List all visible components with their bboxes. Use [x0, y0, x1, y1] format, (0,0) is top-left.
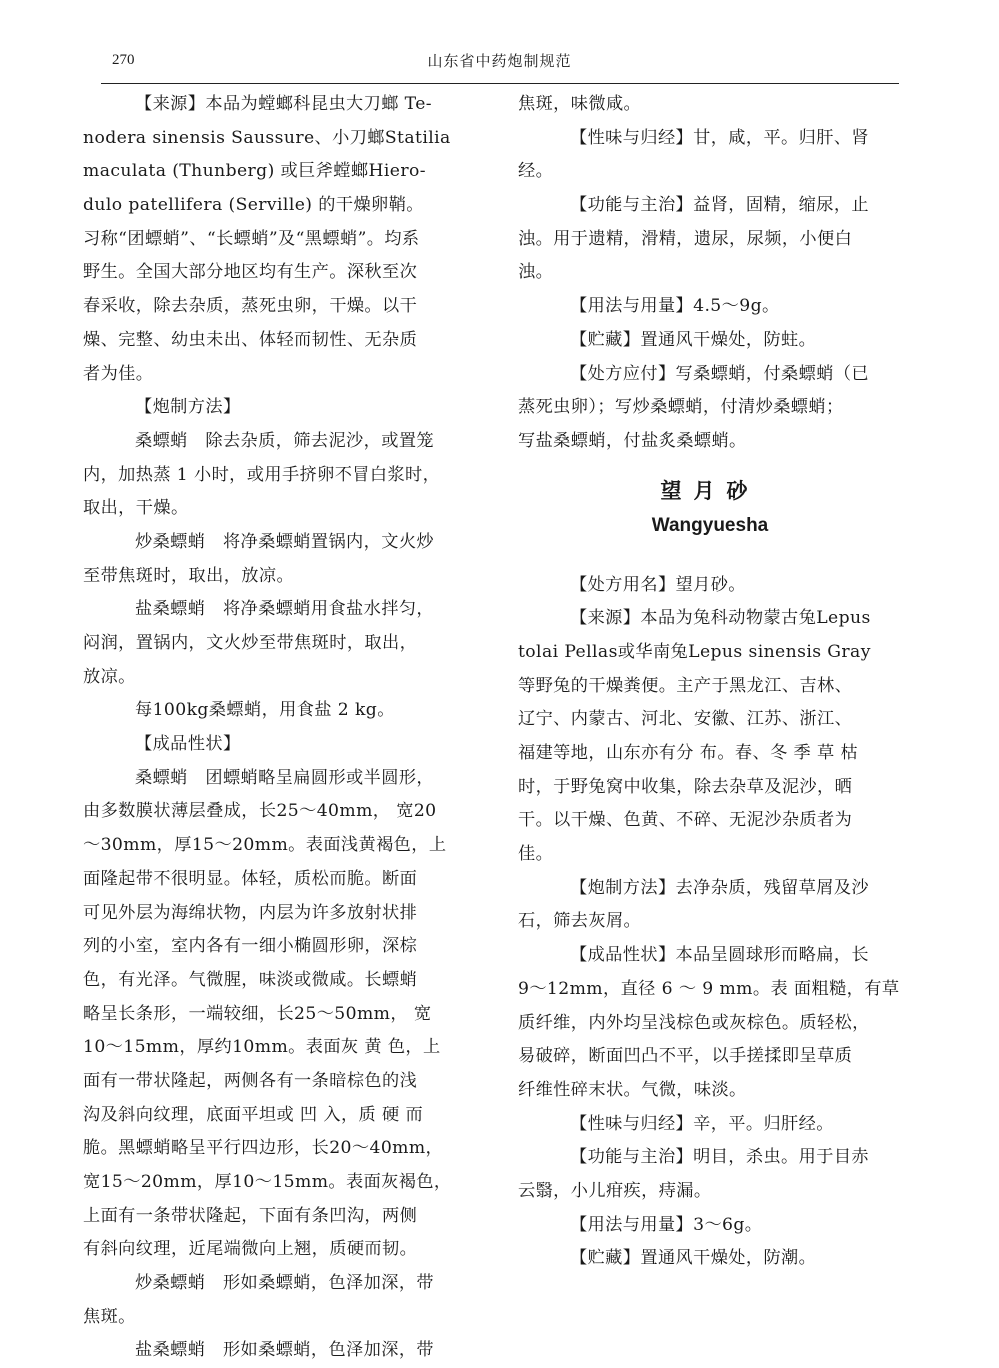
text-line: 盐桑螵蛸 将净桑螵蛸用食盐水拌匀，: [135, 599, 434, 620]
text-line: 沟及斜向纹理，底面平坦或 凹 入，质 硬 而: [83, 1104, 424, 1125]
text-line: 者为佳。: [83, 363, 154, 384]
text-line: 质纤维，内外均呈浅棕色或灰棕色。质轻松，: [518, 1012, 870, 1033]
text-line: maculata (Thunberg) 或巨斧螳螂Hiero-: [83, 161, 426, 182]
text-line: 上面有一条带状隆起，下面有条凹沟，两侧: [83, 1205, 418, 1226]
text-line: 【贮藏】置通风干燥处，防潮。: [570, 1248, 817, 1269]
text-line: 【处方应付】写桑螵蛸，付桑螵蛸（已: [570, 363, 869, 384]
text-line: 野生。全国大部分地区均有生产。深秋至次: [83, 262, 418, 283]
running-title: 山东省中药炮制规范: [427, 52, 572, 70]
text-line: 内，加热蒸 1 小时，或用手挤卵不冒白浆时，: [83, 464, 441, 485]
text-line: 经。: [518, 161, 554, 182]
text-line: 石，筛去灰屑。: [518, 911, 642, 932]
text-line: 【用法与用量】3～6g。: [570, 1214, 763, 1235]
text-line: 桑螵蛸 团螵蛸略呈扁圆形或半圆形，: [135, 767, 434, 788]
text-line: tolai Pellas或华南兔Lepus sinensis Gray: [518, 641, 871, 662]
text-line: 蒸死虫卵）；写炒桑螵蛸，付清炒桑螵蛸；: [518, 397, 844, 418]
entry-pinyin: Wangyuesha: [651, 514, 769, 536]
header-rule: [101, 83, 899, 84]
text-line: 【成品性状】本品呈圆球形而略扁，长: [570, 945, 869, 966]
text-line: 【炮制方法】去净杂质，残留草屑及沙: [570, 877, 869, 898]
page-header: [0, 50, 999, 80]
text-line: 【功能与主治】明目，杀虫。用于目赤: [570, 1147, 869, 1168]
text-line: 每100kg桑螵蛸，用食盐 2 kg。: [135, 700, 395, 721]
text-line: 【贮藏】置通风干燥处，防蛀。: [570, 329, 817, 350]
text-line: 【处方用名】望月砂。: [570, 574, 746, 595]
text-line: 【来源】本品为螳螂科昆虫大刀螂 Te-: [135, 94, 432, 114]
text-line: 10～15mm，厚约10mm。表面灰 黄 色，上: [83, 1037, 441, 1058]
text-line: 9～12mm，直径 6 ～ 9 mm。表 面粗糙，有草: [518, 978, 900, 999]
text-line: 云翳，小儿疳疾，痔漏。: [518, 1180, 712, 1201]
text-line: 干。以干燥、色黄、不碎、无泥沙杂质者为: [518, 810, 853, 831]
right-column: [518, 88, 902, 1276]
text-line: 等野兔的干燥粪便。主产于黑龙江、吉林、: [518, 675, 853, 696]
text-line: 炒桑螵蛸 将净桑螵蛸置锅内，文火炒: [135, 531, 434, 552]
text-line: 可见外层为海绵状物，内层为许多放射状排: [83, 902, 418, 923]
text-line: 焦斑。: [83, 1306, 136, 1327]
text-line: 燥、完整、幼虫未出、体轻而韧性、无杂质: [83, 329, 418, 350]
text-line: 脆。黑螵蛸略呈平行四边形，长20～40mm，: [83, 1138, 444, 1159]
text-line: ～30mm，厚15～20mm。表面浅黄褐色，上: [83, 835, 447, 856]
text-line: 【用法与用量】4.5～9g。: [570, 296, 780, 317]
text-line: 辽宁、内蒙古、河北、安徽、江苏、浙江、: [518, 709, 853, 730]
text-line: 佳。: [518, 844, 554, 865]
text-line: 福建等地，山东亦有分 布。春、冬 季 草 枯: [518, 743, 859, 763]
left-column: [83, 88, 483, 1368]
text-line: 列的小室，室内各有一细小椭圆形卵，深棕: [83, 936, 418, 957]
text-line: 【性味与归经】甘，咸，平。归肝、肾: [570, 127, 869, 148]
text-line: 纤维性碎末状。气微，味淡。: [518, 1079, 747, 1100]
section-heading: 【成品性状】: [135, 734, 241, 755]
text-line: 至带焦斑时，取出，放凉。: [83, 565, 295, 586]
text-line: 春采收，除去杂质，蒸死虫卵，干燥。以干: [83, 296, 418, 317]
page-number: 270: [112, 52, 135, 68]
text-line: 浊。: [518, 262, 554, 283]
text-line: 闷润，置锅内，文火炒至带焦斑时，取出，: [83, 633, 418, 653]
section-heading: 【炮制方法】: [135, 397, 241, 418]
text-line: 盐桑螵蛸 形如桑螵蛸，色泽加深，带: [135, 1340, 434, 1361]
text-line: 易破碎，断面凹凸不平，以手搓揉即呈草质: [518, 1046, 853, 1067]
text-line: 【性味与归经】辛，平。归肝经。: [570, 1113, 834, 1134]
text-line: 时，于野兔窝中收集，除去杂草及泥沙，晒: [518, 776, 853, 797]
text-line: 炒桑螵蛸 形如桑螵蛸，色泽加深，带: [135, 1273, 434, 1294]
text-line: 色，有光泽。气微腥，味淡或微咸。长螵蛸: [83, 969, 418, 990]
entry-title: 望月砂: [660, 478, 760, 503]
text-line: 取出，干燥。: [83, 498, 189, 519]
text-line: dulo patellifera (Serville) 的干燥卵鞘。: [83, 195, 424, 216]
text-line: 浊。用于遗精，滑精，遗尿，尿频，小便白: [518, 228, 853, 249]
text-line: 【功能与主治】益肾，固精，缩尿，止: [570, 195, 869, 216]
text-line: 有斜向纹理，近尾端微向上翘，质硬而韧。: [83, 1239, 418, 1260]
text-line: 【来源】本品为兔科动物蒙古兔Lepus: [570, 608, 871, 629]
text-line: 面有一带状隆起，两侧各有一条暗棕色的浅: [83, 1070, 418, 1091]
text-line: 桑螵蛸 除去杂质，筛去泥沙，或置笼: [135, 430, 434, 451]
text-line: 面隆起带不很明显。体轻，质松而脆。断面: [83, 868, 418, 889]
text-line: 由多数膜状薄层叠成，长25～40mm， 宽20: [83, 801, 437, 822]
text-line: 写盐桑螵蛸，付盐炙桑螵蛸。: [518, 430, 747, 451]
text-line: 宽15～20mm，厚10～15mm。表面灰褐色，: [83, 1172, 452, 1192]
text-line: nodera sinensis Saussure、小刀螂Statilia: [83, 127, 451, 148]
text-line: 略呈长条形，一端较细，长25～50mm， 宽: [83, 1003, 432, 1024]
text-line: 焦斑，味微咸。: [518, 94, 642, 114]
text-line: 放凉。: [83, 666, 136, 687]
text-line: 习称“团螵蛸”、“长螵蛸”及“黑螵蛸”。均系: [83, 228, 420, 249]
